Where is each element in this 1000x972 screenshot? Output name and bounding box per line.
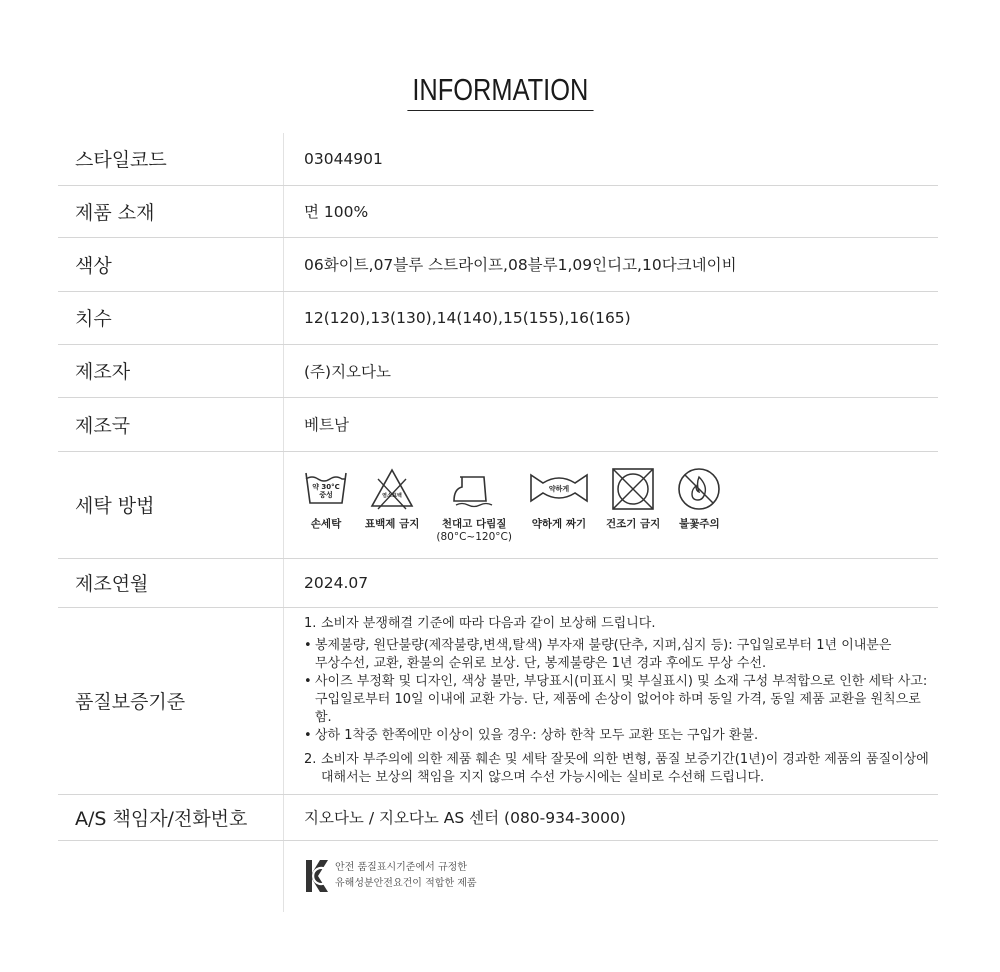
row-label: 제조연월 xyxy=(58,558,284,607)
row-label: 제조자 xyxy=(58,344,284,397)
row-value: 면 100% xyxy=(284,185,939,237)
quality-bullets xyxy=(304,637,938,745)
care-fire-caution xyxy=(677,467,721,531)
row-label: 치수 xyxy=(58,291,284,344)
svg-text:염소: 염소 xyxy=(382,492,393,499)
row-wash xyxy=(58,451,938,558)
row-style-code xyxy=(58,133,938,185)
row-label: 색상 xyxy=(58,237,284,291)
kc-line: 안전 품질표시기준에서 규정한 xyxy=(335,862,467,874)
row-label: 제품 소재 xyxy=(58,185,284,237)
gentle-wring-icon xyxy=(529,467,589,511)
care-no-dryer xyxy=(606,467,660,531)
page-title: INFORMATION xyxy=(0,72,1000,111)
care-gentle-wring xyxy=(529,467,589,531)
care-label: 건조기 금지 xyxy=(605,517,661,530)
row-value: 06화이트,07블루 스트라이프,08블루1,09인디고,10다크네이비 xyxy=(284,237,939,291)
care-no-bleach xyxy=(365,467,419,531)
iron-cloth-icon xyxy=(450,467,498,511)
care-hand-wash xyxy=(304,467,348,531)
kc-cell xyxy=(284,840,939,912)
row-value: 베트남 xyxy=(284,397,939,451)
row-size xyxy=(58,291,938,344)
quality-bullet: • 사이즈 부정확 및 디자인, 색상 불만, 부당표시(미표시 및 부실표시) 및 소재 구성 부적합으로 인한 세탁 사고: 구입일로부터 10일 이내에 교환 가능. 단, 제품에 손상이 없어야 하며 동일 가격, 동일 제품 교환을 원칙으로 함. xyxy=(304,673,938,727)
svg-text:약하게: 약하게 xyxy=(548,484,570,493)
svg-text:약 30°C: 약 30°C xyxy=(312,482,340,491)
quality-bullet: • 봉제불량, 원단불량(제작불량,변색,탈색) 부자재 불량(단추, 지퍼,심지 등): 구입일로부터 1년 이내분은 무상수선, 교환, 환불의 순위로 보상. 단, 봉제불량은 1년 경과 후에도 무상 수선. xyxy=(304,637,938,673)
row-value: 지오다노 / 지오다노 AS 센터 (080-934-3000) xyxy=(284,794,939,840)
row-color xyxy=(58,237,938,291)
quality-item-2: 2. 소비자 부주의에 의한 제품 훼손 및 세탁 잘못에 의한 변형, 품질 보증기간(1년)이 경과한 제품의 품질이상에 대해서는 보상의 책임을 지지 않으며 수선 가능시에는 실비로 수선해 드립니다. xyxy=(304,751,929,785)
row-label: A/S 책임자/전화번호 xyxy=(58,794,284,840)
quality-item-1: 1. 소비자 분쟁해결 기준에 따라 다음과 같이 보상해 드립니다. xyxy=(304,615,656,631)
row-value: (주)지오다노 xyxy=(284,344,939,397)
row-maker xyxy=(58,344,938,397)
row-value: 2024.07 xyxy=(284,558,939,607)
row-quality xyxy=(58,607,938,794)
care-iron xyxy=(436,467,512,543)
care-symbols xyxy=(304,467,938,543)
care-label: 손세탁 xyxy=(310,517,342,530)
quality-bullet: • 상하 1착중 한쪽에만 이상이 있을 경우: 상하 한착 모두 교환 또는 구입가 환불. xyxy=(304,727,938,745)
row-label: 제조국 xyxy=(58,397,284,451)
quality-text-cell xyxy=(284,607,939,794)
product-info-table xyxy=(58,133,938,912)
no-tumble-dry-icon xyxy=(610,467,656,511)
fire-caution-icon xyxy=(677,467,721,511)
hand-wash-icon xyxy=(304,467,348,511)
row-label: 스타일코드 xyxy=(58,133,284,185)
row-value: 03044901 xyxy=(284,133,939,185)
care-label: 불꽃주의 xyxy=(679,517,720,530)
row-date xyxy=(58,558,938,607)
row-value: 12(120),13(130),14(140),15(155),16(165) xyxy=(284,291,939,344)
no-bleach-icon xyxy=(370,467,414,511)
row-label-empty xyxy=(58,840,284,912)
care-label: 천대고 다림질 xyxy=(441,517,507,530)
care-label: 약하게 짜기 xyxy=(531,517,587,530)
quality-policy xyxy=(304,615,938,787)
care-label: 표백제 금지 xyxy=(365,517,420,530)
row-material xyxy=(58,185,938,237)
kc-line: 유해성분안전요건이 적합한 제품 xyxy=(335,878,477,890)
svg-text:표백: 표백 xyxy=(392,492,403,499)
row-as xyxy=(58,794,938,840)
svg-text:중성: 중성 xyxy=(319,490,333,499)
row-label: 세탁 방법 xyxy=(58,451,284,558)
wash-icons-cell xyxy=(284,451,939,558)
care-sublabel: (80°C~120°C) xyxy=(436,530,512,543)
kc-certification xyxy=(304,858,938,894)
row-kc xyxy=(58,840,938,912)
row-country xyxy=(58,397,938,451)
kc-mark-icon xyxy=(304,858,330,894)
row-label: 품질보증기준 xyxy=(58,607,284,794)
